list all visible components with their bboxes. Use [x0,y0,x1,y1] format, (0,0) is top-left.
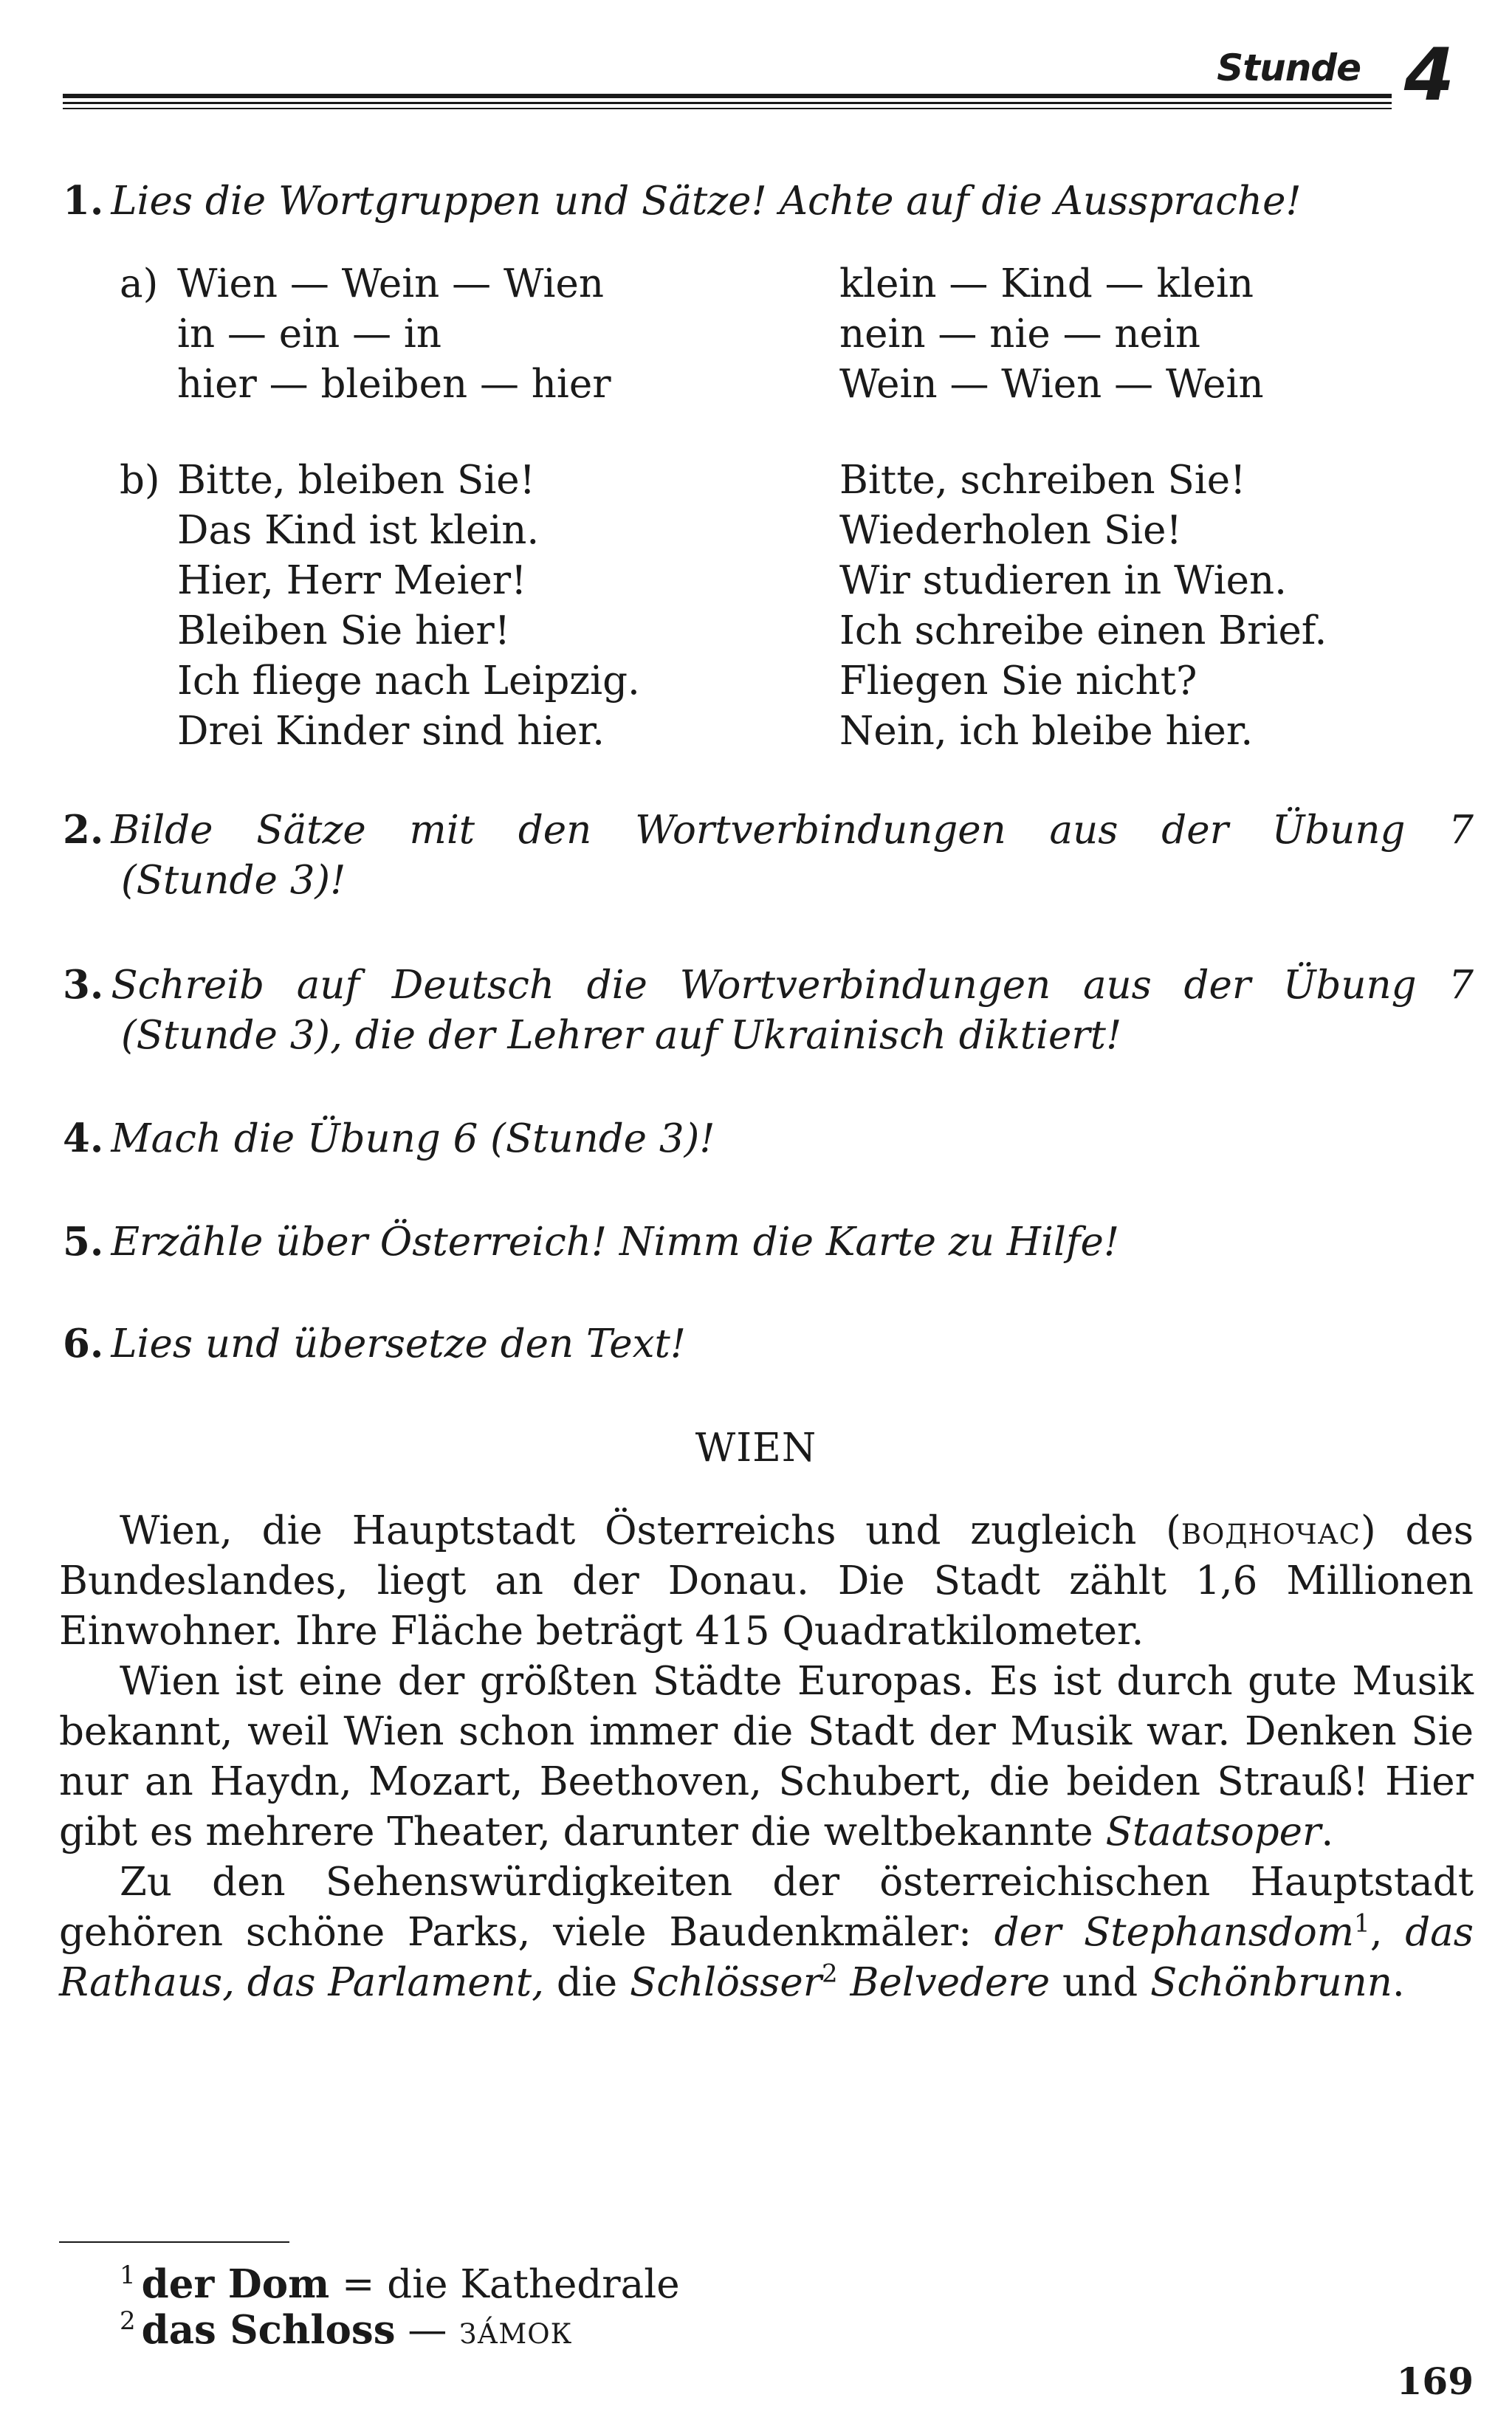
text-run: und [1050,1960,1151,2005]
text-run: . [1321,1809,1334,1854]
footnote-2 [120,2305,572,2356]
exercise-4 [63,1113,1474,1164]
sentence: Bitte, schreiben Sie! [839,458,1246,503]
word-group: Wein — Wien — Wein [839,362,1264,407]
text-run [838,1960,850,2005]
emphasized-term: Schönbrunn [1150,1960,1392,2005]
emphasized-term: der Stephansdom [994,1910,1355,1955]
reading-text [59,1506,1474,2008]
sentence: Bleiben Sie hier! [177,608,511,653]
exercise-number: 6. [63,1321,104,1367]
text-run: Wien, die Hauptstadt Österreichs und zugleich ( [120,1508,1181,1553]
text-run: . [1392,1960,1405,2005]
part-b-left-column [177,456,640,757]
exercise-3 [63,960,1474,1061]
word-group: in — ein — in [177,312,442,357]
exercise-number: 4. [63,1116,104,1161]
sentence: Fliegen Sie nicht? [839,659,1197,704]
exercise-number: 5. [63,1219,104,1265]
exercise-instruction: Lies und übersetze den Text! [111,1321,687,1367]
text-title: WIEN [695,1426,817,1471]
footnote-rule [59,2241,289,2243]
footnote-term: der Dom [141,2261,330,2307]
paragraph-3 [59,1857,1474,2008]
footnote-term: das Schloss [141,2307,396,2353]
section-title: Stunde [1217,47,1361,89]
paragraph-1 [59,1506,1474,1657]
part-b-label: b) [120,458,160,503]
emphasized-term: das Rathaus, das Parlament, [59,1910,1474,2005]
exercise-instruction: Schreib auf Deutsch die Wortverbindungen aus der Übung 7 [111,963,1474,1008]
sentence: Hier, Herr Meier! [177,558,527,603]
sentence: Ich fliege nach Leipzig. [177,659,640,704]
footnote-1 [120,2259,680,2310]
sentence: Wiederholen Sie! [839,508,1182,553]
word-group: Wien — Wein — Wien [177,261,604,306]
exercise-instruction-continued: (Stunde 3)! [121,858,346,903]
sentence: Drei Kinder sind hier. [177,709,605,754]
paragraph-2 [59,1657,1474,1857]
sentence: Bitte, bleiben Sie! [177,458,535,503]
text-run: Zu den Sehenswürdigkeiten der österreichischen Hauptstadt gehören schöne Parks, viele Baudenkmäler: [59,1860,1474,1955]
footnote-ref: 1 [1354,1908,1370,1939]
part-a-left-column [177,259,611,410]
exercise-2 [63,805,1474,906]
text-run: Wien ist eine der größten Städte Europas. Es ist durch gute Musik bekannt, weil Wien schon immer die Stadt der Musik war. Denken Sie nur an Haydn, Mozart, Beethoven, Schubert, die beiden Strauß! Hier gibt es mehrere Theater, darunter die weltbekannte [59,1659,1474,1854]
part-a-right-column [839,259,1264,410]
exercise-instruction: Mach die Übung 6 (Stunde 3)! [111,1116,715,1161]
sentence: Wir studieren in Wien. [839,558,1288,603]
section-number: 4 [1403,33,1454,117]
exercise-5 [63,1217,1474,1268]
footnote-mark: 1 [120,2261,136,2291]
exercise-number: 3. [63,962,104,1008]
header-rule [63,94,1392,98]
word-group: hier — bleiben — hier [177,362,611,407]
exercise-number: 1. [63,178,104,224]
footnote-mark: 2 [120,2306,136,2337]
word-group: nein — nie — nein [839,312,1201,357]
emphasized-term: Staatsoper [1105,1809,1322,1854]
part-b-right-column [839,456,1327,757]
exercise-instruction-continued: (Stunde 3), die der Lehrer auf Ukrainisch diktiert! [121,1013,1122,1058]
footnote-ref: 2 [822,1959,838,1989]
exercise-instruction: Lies die Wortgruppen und Sätze! Achte auf die Aussprache! [111,179,1302,224]
ukrainian-gloss: водночас [1181,1508,1361,1553]
footnote-separator: = [329,2262,388,2307]
text-run: die [544,1960,630,2005]
page-number: 169 [1396,2359,1474,2403]
sentence: Ich schreibe einen Brief. [839,608,1327,653]
sentence: Nein, ich bleibe hier. [839,709,1254,754]
text-run: , [1370,1910,1406,1955]
exercise-6 [63,1319,1474,1369]
exercise-number: 2. [63,807,104,853]
exercise-instruction: Bilde Sätze mit den Wortverbindungen aus der Übung 7 [111,808,1474,853]
exercise-instruction: Erzähle über Österreich! Nimm die Karte zu Hilfe! [111,1220,1120,1265]
text-run: ) des Bundeslandes, liegt an der Donau. Die Stadt zählt 1,6 Millionen Einwohner. Ihre Fläche beträgt 415 Quadratkilometer. [59,1508,1474,1654]
exercise-1 [63,176,1474,227]
footnote-separator: — [395,2308,460,2353]
footnote-definition: за́мок [459,2308,573,2353]
part-a-label: a) [120,261,159,306]
word-group: klein — Kind — klein [839,261,1254,306]
sentence: Das Kind ist klein. [177,508,540,553]
emphasized-term: Belvedere [850,1960,1051,2005]
footnote-definition: die Kathedrale [387,2262,680,2307]
header-rule [63,108,1392,109]
header-rule [63,102,1392,104]
emphasized-term: Schlösser [629,1960,822,2005]
